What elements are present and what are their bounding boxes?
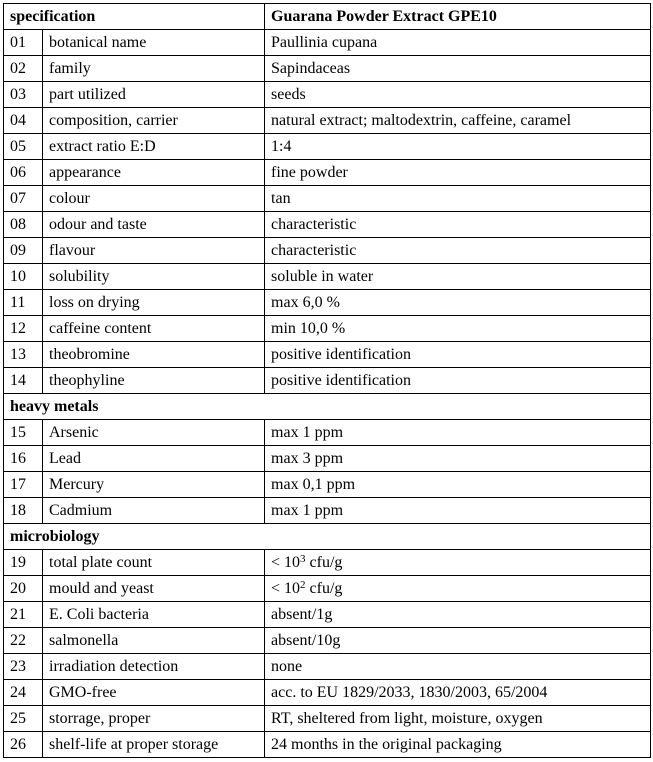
parameter-name: botanical name [43, 30, 265, 56]
row-number: 25 [4, 706, 43, 732]
row-number: 13 [4, 342, 43, 368]
parameter-name: flavour [43, 238, 265, 264]
parameter-value: max 0,1 ppm [265, 472, 651, 498]
specification-table [3, 3, 651, 758]
parameter-value: positive identification [265, 342, 651, 368]
parameter-name: theobromine [43, 342, 265, 368]
table-row [4, 264, 651, 290]
table-row [4, 342, 651, 368]
parameter-value: absent/1g [265, 602, 651, 628]
parameter-value: soluble in water [265, 264, 651, 290]
table-row [4, 82, 651, 108]
parameter-value: positive identification [265, 368, 651, 394]
parameter-value: fine powder [265, 160, 651, 186]
table-row [4, 680, 651, 706]
parameter-name: family [43, 56, 265, 82]
table-row [4, 160, 651, 186]
parameter-name: part utilized [43, 82, 265, 108]
parameter-value [265, 550, 651, 576]
table-row [4, 212, 651, 238]
row-number: 04 [4, 108, 43, 134]
parameter-value: tan [265, 186, 651, 212]
table-row [4, 498, 651, 524]
parameter-value: max 3 ppm [265, 446, 651, 472]
specification-table-body [4, 4, 651, 758]
row-number: 09 [4, 238, 43, 264]
table-row [4, 628, 651, 654]
table-row [4, 706, 651, 732]
row-number: 24 [4, 680, 43, 706]
parameter-name: Lead [43, 446, 265, 472]
row-number: 22 [4, 628, 43, 654]
row-number: 06 [4, 160, 43, 186]
table-row [4, 654, 651, 680]
parameter-value: 24 months in the original packaging [265, 732, 651, 758]
parameter-name: solubility [43, 264, 265, 290]
parameter-name: GMO-free [43, 680, 265, 706]
parameter-value: max 6,0 % [265, 290, 651, 316]
section-header-row [4, 394, 651, 420]
row-number: 21 [4, 602, 43, 628]
table-row [4, 550, 651, 576]
parameter-value: natural extract; maltodextrin, caffeine, caramel [265, 108, 651, 134]
row-number: 18 [4, 498, 43, 524]
parameter-name: Mercury [43, 472, 265, 498]
parameter-value: 1:4 [265, 134, 651, 160]
row-number: 26 [4, 732, 43, 758]
value-exponent: 2 [300, 578, 306, 591]
parameter-name: composition, carrier [43, 108, 265, 134]
parameter-value: Paullinia cupana [265, 30, 651, 56]
parameter-name: Cadmium [43, 498, 265, 524]
parameter-value: RT, sheltered from light, moisture, oxygen [265, 706, 651, 732]
row-number: 02 [4, 56, 43, 82]
parameter-value: absent/10g [265, 628, 651, 654]
table-row [4, 30, 651, 56]
parameter-name: total plate count [43, 550, 265, 576]
table-row [4, 290, 651, 316]
table-row [4, 186, 651, 212]
row-number: 17 [4, 472, 43, 498]
table-row [4, 446, 651, 472]
row-number: 14 [4, 368, 43, 394]
parameter-name: irradiation detection [43, 654, 265, 680]
row-number: 01 [4, 30, 43, 56]
parameter-value: max 1 ppm [265, 498, 651, 524]
table-row [4, 472, 651, 498]
parameter-value: characteristic [265, 238, 651, 264]
parameter-name: extract ratio E:D [43, 134, 265, 160]
table-row [4, 56, 651, 82]
table-row [4, 576, 651, 602]
table-row [4, 108, 651, 134]
table-row [4, 368, 651, 394]
row-number: 12 [4, 316, 43, 342]
section-title: microbiology [4, 524, 651, 550]
row-number: 20 [4, 576, 43, 602]
parameter-name: loss on drying [43, 290, 265, 316]
table-row [4, 602, 651, 628]
parameter-name: colour [43, 186, 265, 212]
parameter-name: theophyline [43, 368, 265, 394]
value-unit: cfu/g [305, 579, 343, 597]
parameter-value: characteristic [265, 212, 651, 238]
row-number: 15 [4, 420, 43, 446]
row-number: 10 [4, 264, 43, 290]
table-row [4, 238, 651, 264]
section-header-row [4, 524, 651, 550]
parameter-name: caffeine content [43, 316, 265, 342]
parameter-value: Sapindaceas [265, 56, 651, 82]
row-number: 11 [4, 290, 43, 316]
parameter-name: Arsenic [43, 420, 265, 446]
parameter-name: mould and yeast [43, 576, 265, 602]
value-prefix: < 10 [271, 553, 301, 571]
row-number: 07 [4, 186, 43, 212]
parameter-value: seeds [265, 82, 651, 108]
row-number: 03 [4, 82, 43, 108]
parameter-name: E. Coli bacteria [43, 602, 265, 628]
header-specification: specification [4, 4, 265, 30]
row-number: 16 [4, 446, 43, 472]
row-number: 23 [4, 654, 43, 680]
parameter-value: none [265, 654, 651, 680]
header-product-name: Guarana Powder Extract GPE10 [265, 4, 651, 30]
value-prefix: < 10 [271, 579, 301, 597]
parameter-value: max 1 ppm [265, 420, 651, 446]
parameter-name: salmonella [43, 628, 265, 654]
section-title: heavy metals [4, 394, 651, 420]
value-unit: cfu/g [305, 553, 343, 571]
parameter-name: appearance [43, 160, 265, 186]
header-row [4, 4, 651, 30]
row-number: 05 [4, 134, 43, 160]
parameter-name: storrage, proper [43, 706, 265, 732]
parameter-name: odour and taste [43, 212, 265, 238]
table-row [4, 420, 651, 446]
row-number: 19 [4, 550, 43, 576]
value-exponent: 3 [300, 552, 306, 565]
row-number: 08 [4, 212, 43, 238]
table-row [4, 134, 651, 160]
parameter-value: acc. to EU 1829/2033, 1830/2003, 65/2004 [265, 680, 651, 706]
parameter-value: min 10,0 % [265, 316, 651, 342]
table-row [4, 316, 651, 342]
parameter-name: shelf-life at proper storage [43, 732, 265, 758]
parameter-value [265, 576, 651, 602]
table-row [4, 732, 651, 758]
